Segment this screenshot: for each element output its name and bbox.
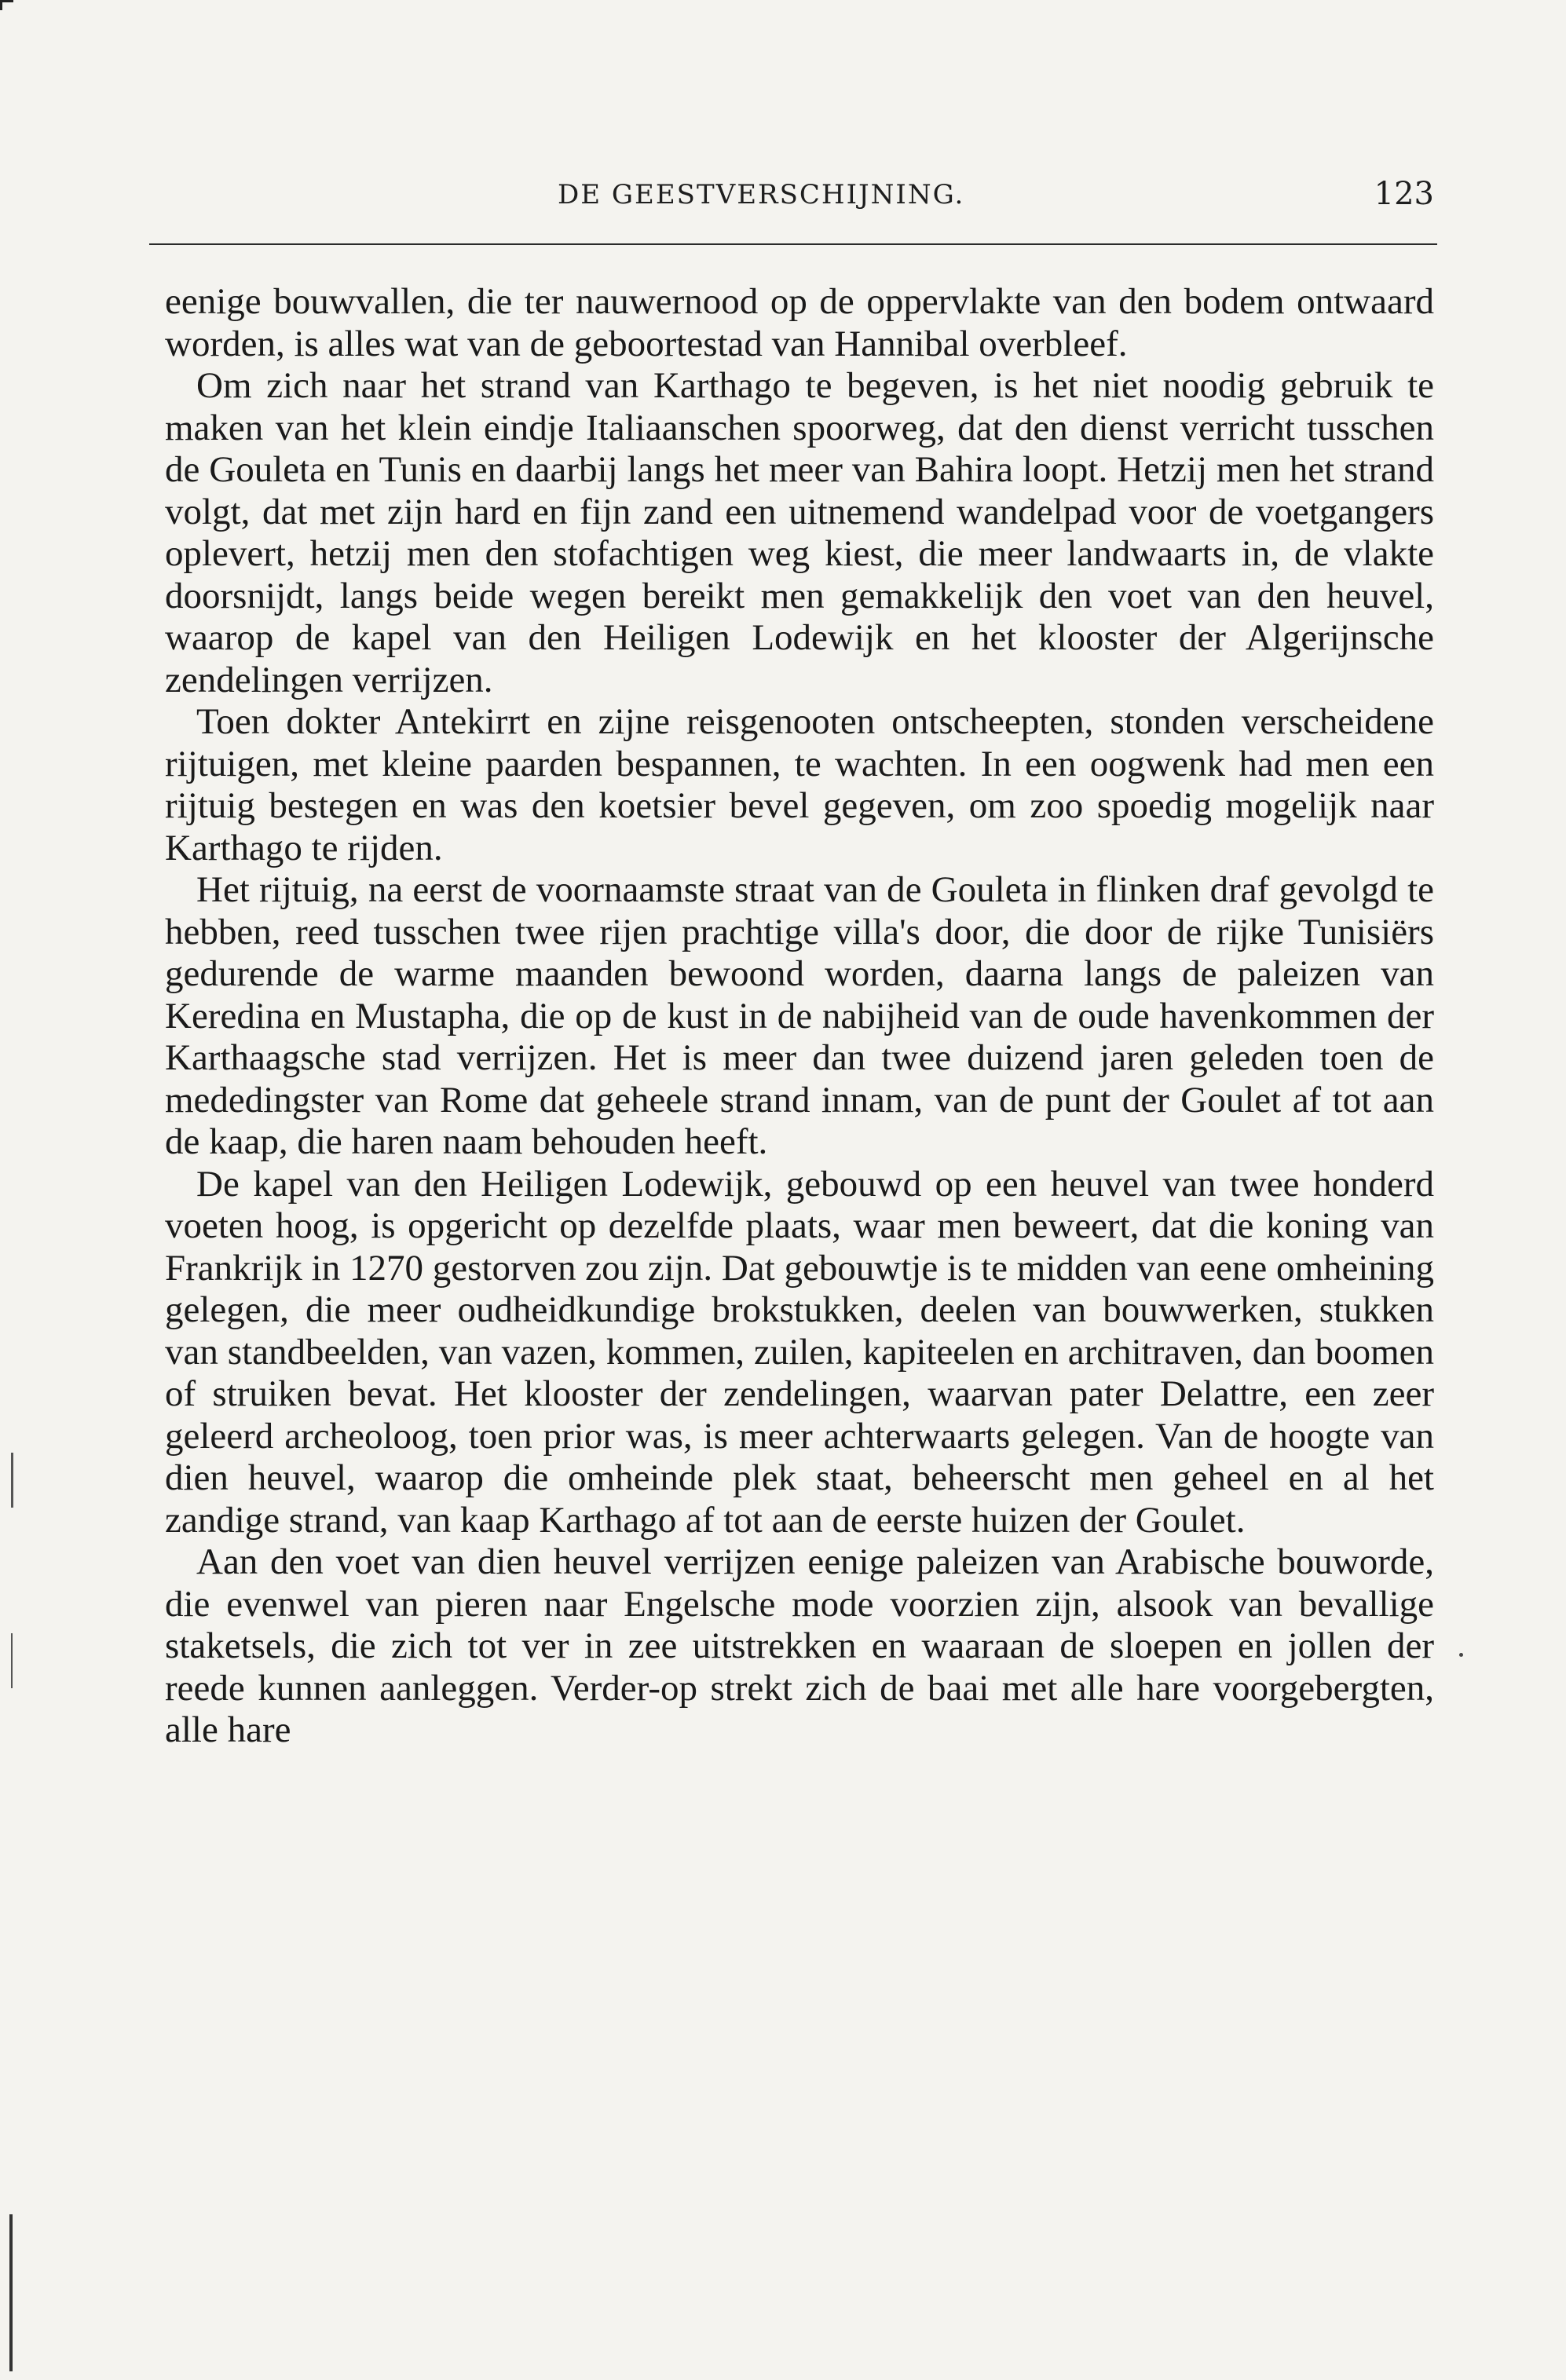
scan-corner-mark xyxy=(0,0,13,10)
page-header xyxy=(165,176,1434,226)
paragraph-5: De kapel van den Heiligen Lodewijk, gebouwd op een heuvel van twee honderd voeten hoog, is opgericht op dezelfde plaats, waar men beweert, dat die koning van Frankrijk in 1270 gestorven zou zijn. Dat gebouwtje is te midden van eene omheining gelegen, die meer oudheidkundige brokstukken, deelen van bouwwerken, stukken van standbeelden, van vazen, kommen, zuilen, kapiteelen en architraven, dan boomen of struiken bevat. Het klooster der zendelingen, waarvan pater Delattre, een zeer geleerd archeoloog, toen prior was, is meer achterwaarts gelegen. Van de hoogte van dien heuvel, waarop die omheinde plek staat, beheerscht men geheel en al het zandige strand, van kaap Karthago af tot aan de eerste huizen der Goulet. xyxy=(165,1163,1434,1541)
header-rule xyxy=(149,243,1437,245)
margin-mark xyxy=(9,2214,13,2371)
paragraph-1: eenige bouwvallen, die ter nauwernood op de oppervlakte van den bodem ontwaard worden, is alles wat van de geboortestad van Hannibal overbleef. xyxy=(165,281,1434,364)
body-text xyxy=(165,281,1434,1752)
paragraph-6: Aan den voet van dien heuvel verrijzen eenige paleizen van Arabische bouworde, die evenwel van pieren naar Engelsche mode voorzien zijn, alsook van bevallige staketsels, die zich tot ver in zee uitstrekken en waaraan de sloepen en jollen der reede kunnen aanleggen. Verder-op strekt zich de baai met alle hare voorgebergten, alle hare xyxy=(165,1541,1434,1750)
paragraph-2: Om zich naar het strand van Karthago te begeven, is het niet noodig gebruik te maken van het klein eindje Italiaanschen spoorweg, dat den dienst verricht tusschen de Gouleta en Tunis en daarbij langs het meer van Bahira loopt. Hetzij men het strand volgt, dat met zijn hard en fijn zand een uitnemend wandelpad voor de voetgangers oplevert, hetzij men den stofachtigen weg kiest, die meer landwaarts in, de vlakte doorsnijdt, langs beide wegen bereikt men gemakkelijk den voet van den heuvel, waarop de kapel van den Heiligen Lodewijk en het klooster der Algerijnsche zendelingen verrijzen. xyxy=(165,365,1434,700)
page-number: 123 xyxy=(1374,176,1434,212)
paragraph-3: Toen dokter Antekirrt en zijne reisgenooten ontscheepten, stonden verscheidene rijtuigen, met kleine paarden bespannen, te wachten. In een oogwenk had men een rijtuig bestegen en was den koetsier bevel gegeven, om zoo spoedig mogelijk naar Karthago te rijden. xyxy=(165,701,1434,868)
margin-mark xyxy=(11,1633,13,1688)
margin-dot xyxy=(1459,1653,1463,1657)
paragraph-4: Het rijtuig, na eerst de voornaamste straat van de Gouleta in flinken draf gevolgd te hebben, reed tusschen twee rijen prachtige villa's door, die door de rijke Tunisiërs gedurende de warme maanden bewoond worden, daarna langs de paleizen van Keredina en Mustapha, die op de kust in de nabijheid van de oude havenkommen der Karthaagsche stad verrijzen. Het is meer dan twee duizend jaren geleden toen de mededingster van Rome dat geheele strand innam, van de punt der Goulet af tot aan de kaap, die haren naam behouden heeft. xyxy=(165,869,1434,1162)
running-title: DE GEESTVERSCHIJNING. xyxy=(558,179,965,210)
margin-mark xyxy=(11,1453,13,1508)
